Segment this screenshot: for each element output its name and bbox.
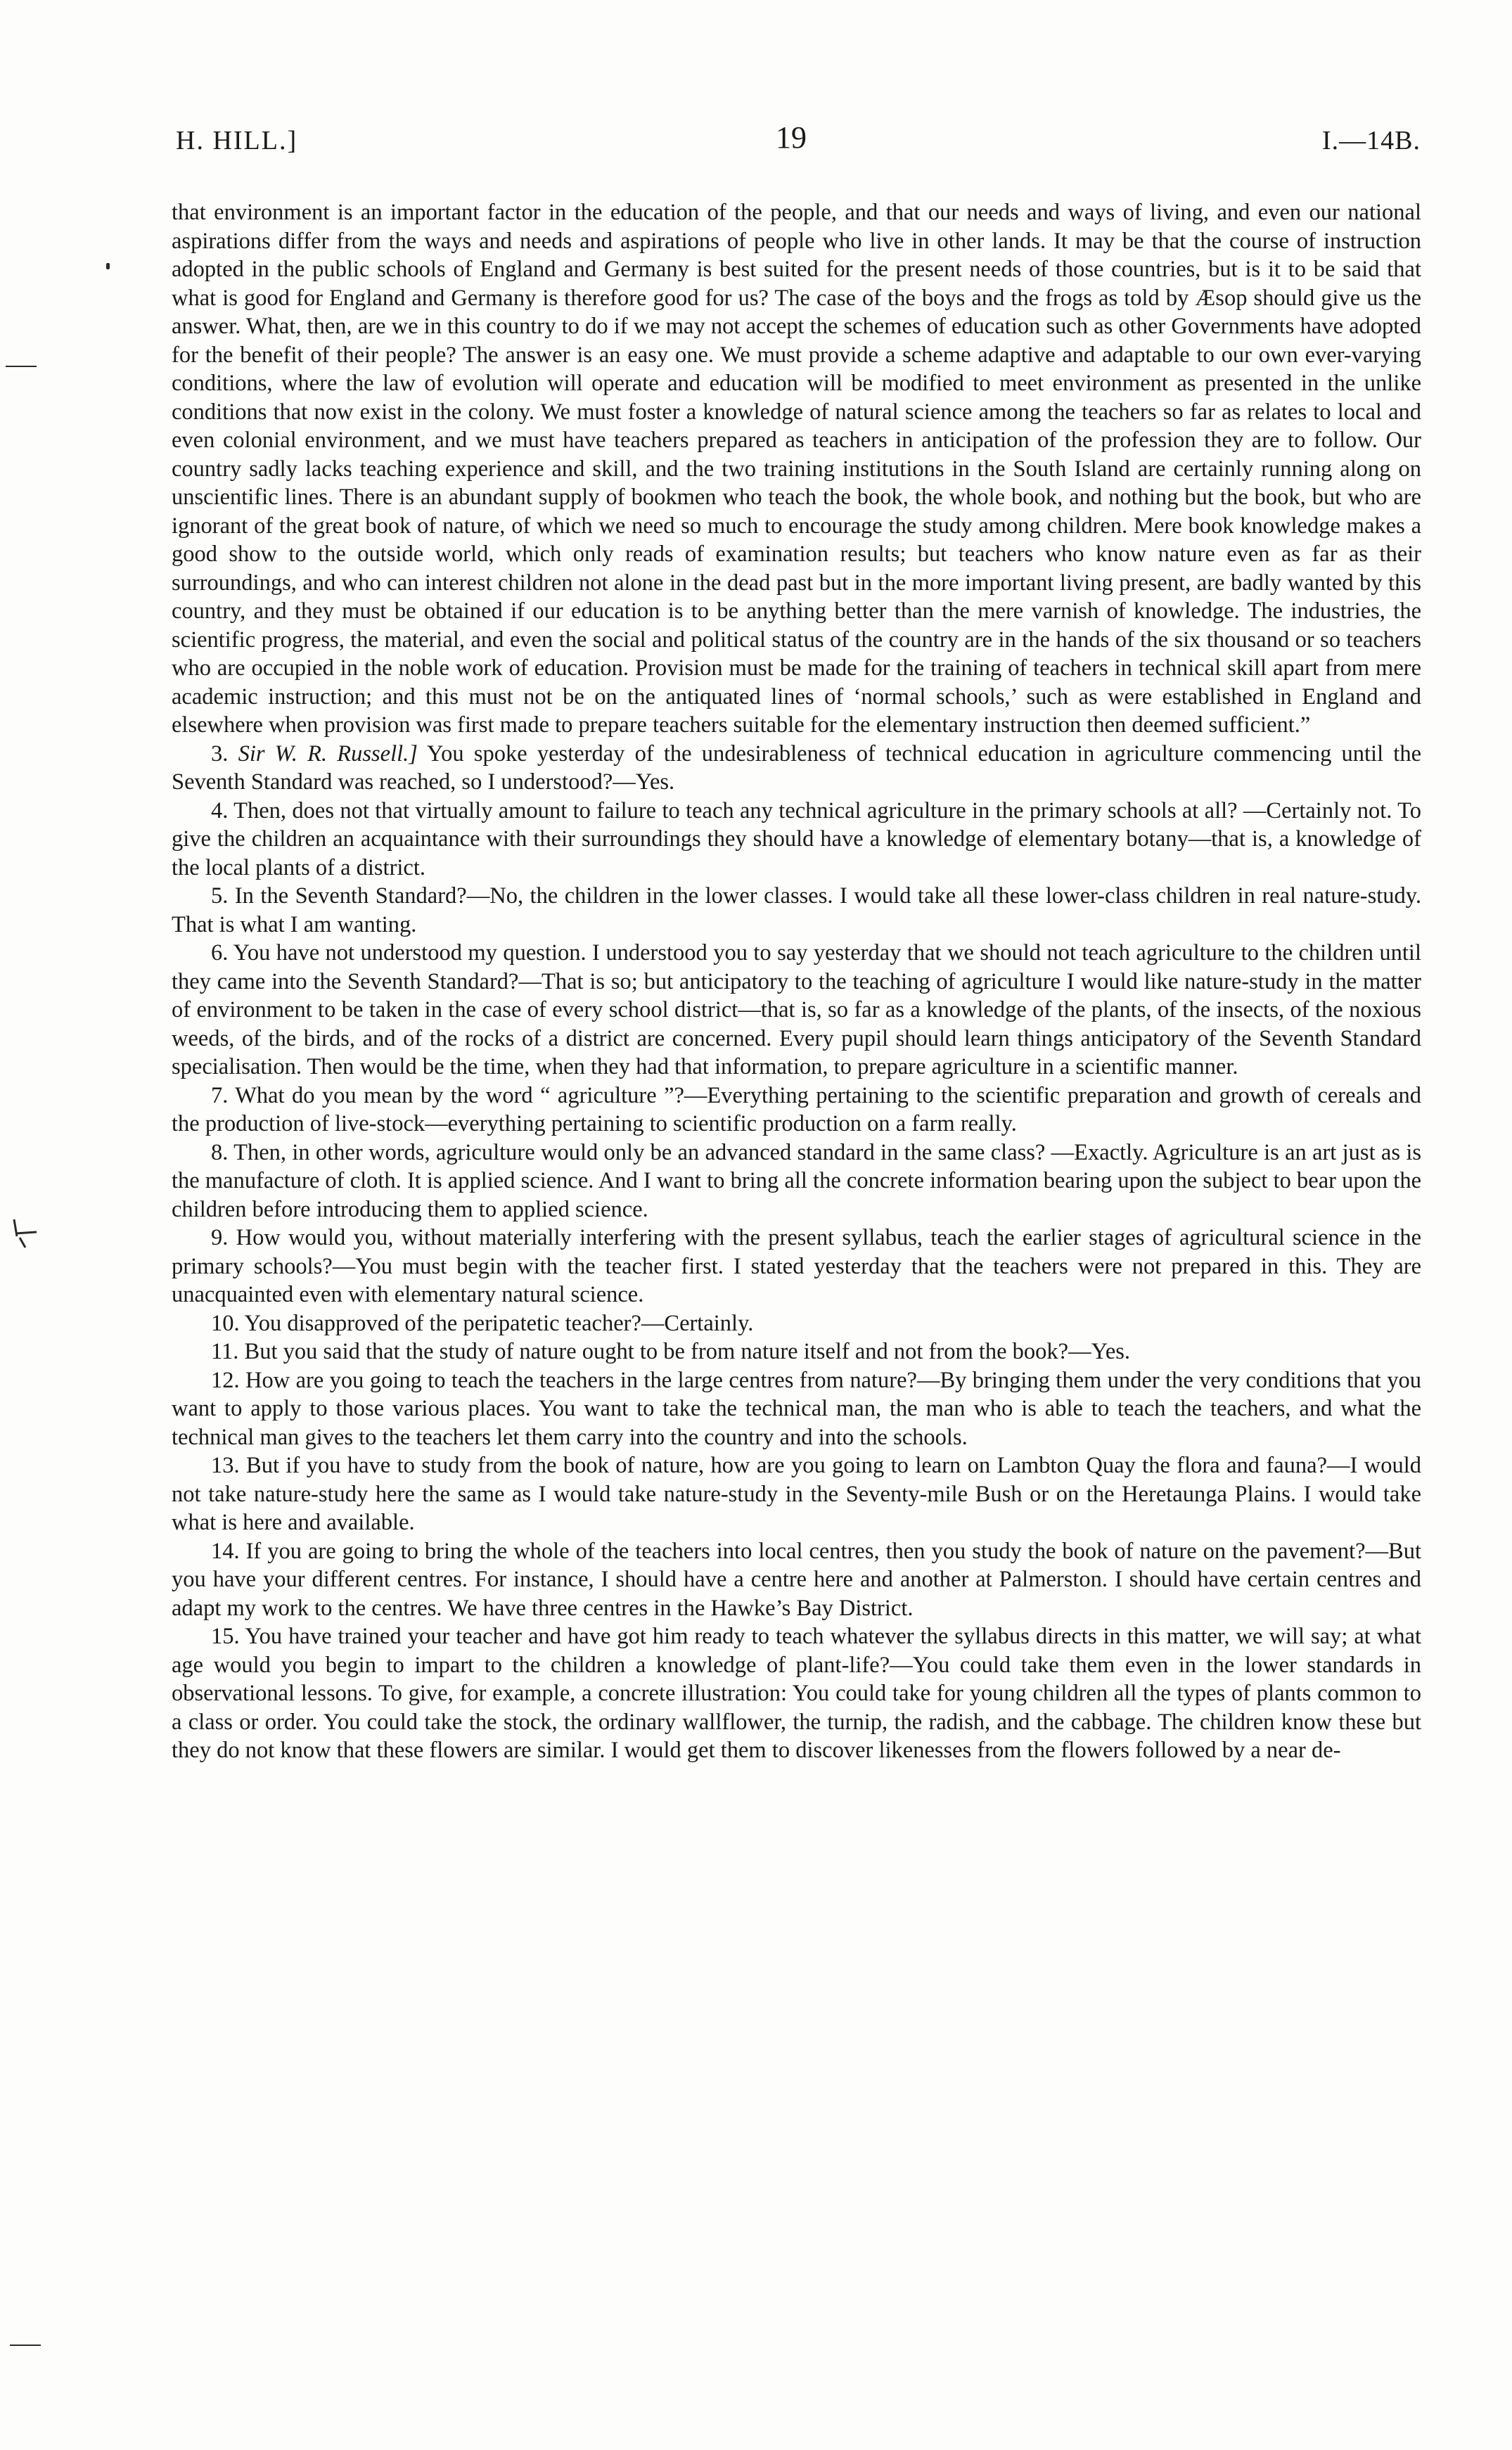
question-text: Then, does not that virtually amount to failure to teach any technical agriculture in the primary schools at all? —Certainly not. To give the children an acquaintance with their surroundings they should have a knowledge of elementary botany—that is, a knowledge of the local plants of a district. <box>172 797 1421 880</box>
question-text: You have not understood my question. I understood you to say yesterday that we should not teach agriculture to the children until they came into the Seventh Standard?—That is so; but anticipatory to the teaching of agriculture I would like nature-study in the matter of environment to be taken in the case of every school district—that is, so far as a knowledge of the plants, of the insects, of the noxious weeds, of the birds, and of the rocks of a district are concerned. Every pupil should learn things anticipatory of the Seventh Standard specialisation. Then would be the time, when they had that information, to prepare agriculture in a scientific manner. <box>172 940 1421 1079</box>
question-text: But you said that the study of nature ought to be from nature itself and not from the book?—Yes. <box>244 1339 1131 1364</box>
header-witness-name: H. HILL.] <box>176 126 298 155</box>
question-answer <box>172 939 1421 1082</box>
header-paper-reference: I.—14B. <box>1322 126 1421 155</box>
question-text: You spoke yesterday of the undesirableness of technical education in agriculture commencing until the Seventh Standard was reached, so I understood?—Yes. <box>172 740 1422 795</box>
question-text: You have trained your teacher and have got him ready to teach whatever the syllabus directs in this matter, we will say; at what age would you begin to impart to the children a knowledge of plant-life?—You could take them even in the lower standards in observational lessons. To give, for example, a concrete illustration: You could take for young children all the types of plants common to a class or order. You could take the stock, the ordinary wallflower, the turnip, the radish, and the cabbage. The children know these but they do not know that these flowers are similar. I would get them to discover likenesses from the flowers followed by a near de- <box>172 1624 1421 1763</box>
question-answer <box>172 797 1421 883</box>
question-text: How are you going to teach the teachers in the large centres from nature?—By bringing them under the very conditions that you want to apply to those various places. You want to take the technical man, the man who is able to teach the teachers, and what the technical man gives to the teachers let them carry into the country and into the schools. <box>172 1367 1422 1450</box>
margin-dot-mark <box>106 263 110 269</box>
question-answer <box>172 1082 1421 1139</box>
question-number: 6. <box>211 940 229 966</box>
question-number: 8. <box>211 1139 229 1165</box>
question-text: What do you mean by the word “ agriculture ”?—Everything pertaining to the scientific preparation and growth of cereals and the production of live-stock—everything pertaining to scientific production on a farm really. <box>172 1082 1421 1136</box>
question-answer <box>172 740 1421 797</box>
question-number: 5. <box>211 883 229 909</box>
question-number: 9. <box>211 1225 229 1250</box>
question-speaker: Sir W. R. Russell.] <box>238 740 418 767</box>
margin-dash-mark <box>6 366 37 367</box>
question-answer <box>172 1139 1421 1224</box>
question-text: Then, in other words, agriculture would only be an advanced standard in the same class? —Exactly. Agriculture is an art just as is the manufacture of cloth. It is applied science. And I want to bring all the concrete information bearing upon the subject to bear upon the children before introducing them to applied science. <box>172 1139 1421 1222</box>
question-text: How would you, without materially interfering with the present syllabus, teach the earlier stages of agricultural science in the primary schools?—You must begin with the teacher first. I stated yesterday that the teachers were not prepared in this. They are unacquainted even with elementary natural science. <box>172 1225 1422 1307</box>
question-number: 7. <box>211 1082 229 1108</box>
question-answer <box>172 1451 1421 1537</box>
margin-tick-mark <box>13 1217 41 1250</box>
question-text: You disapproved of the peripatetic teacher?—Certainly. <box>244 1310 754 1336</box>
page-number: 19 <box>776 120 807 155</box>
margin-dash-mark <box>10 2345 41 2346</box>
question-answer <box>172 1366 1421 1452</box>
question-text: In the Seventh Standard?—No, the children in the lower classes. I would take all these lower-class children in real nature-study. That is what I am wanting. <box>172 883 1422 937</box>
question-answer <box>172 1309 1421 1338</box>
page-header <box>176 120 1421 160</box>
question-text: If you are going to bring the whole of the teachers into local centres, then you study the book of nature on the pavement?—But you have your different centres. For instance, I should have a centre here and another at Palmerston. I should have certain centres and adapt my work to the centres. We have three centres in the Hawke’s Bay District. <box>172 1538 1421 1621</box>
intro-paragraph: that environment is an important factor in the education of the people, and that our needs and ways of living, and even our national aspirations differ from the ways and needs and aspirations of people who live in other lands. It may be that the course of instruction adopted in the public schools of England and Germany is best suited for the present needs of those countries, but is it to be said that what is good for England and Germany is therefore good for us? The case of the boys and the frogs as told by Æsop should give us the answer. What, then, are we in this country to do if we may not accept the schemes of education such as other Governments have adopted for the benefit of their people? The answer is an easy one. We must provide a scheme adaptive and adaptable to our own ever-varying conditions, where the law of evolution will operate and education will be modified to meet environment as presented in the unlike conditions that now exist in the colony. We must foster a knowledge of natural science among the teachers so far as relates to local and even colonial environment, and we must have teachers prepared as teachers in anticipation of the profession they are to follow. Our country sadly lacks teaching experience and skill, and the two training institutions in the South Island are certainly running along on unscientific lines. There is an abundant supply of bookmen who teach the book, the whole book, and nothing but the book, but who are ignorant of the great book of nature, of which we need so much to encourage the study among children. Mere book knowledge makes a good show to the outside world, which only reads of examination results; but teachers who know nature even as far as their surroundings, and who can interest children not alone in the dead past but in the more important living present, are badly wanted by this country, and they must be obtained if our education is to be anything better than the mere varnish of knowledge. The industries, the scientific progress, the material, and even the social and political status of the country are in the hands of the six thousand or so teachers who are occupied in the noble work of education. Provision must be made for the training of teachers in technical skill apart from mere academic instruction; and this must not be on the antiquated lines of ‘normal schools,’ such as were established in England and elsewhere when provision was first made to prepare teachers suitable for the elementary instruction then deemed sufficient.” <box>172 200 1421 738</box>
question-text: But if you have to study from the book of nature, how are you going to learn on Lambton Quay the flora and fauna?—I would not take nature-study here the same as I would take nature-study in the Seventy-mile Bush or on the Heretaunga Plains. I would take what is here and available. <box>172 1453 1421 1535</box>
question-number: 13. <box>211 1453 240 1478</box>
question-answer <box>172 1224 1421 1309</box>
question-answer <box>172 882 1421 939</box>
question-number: 4. <box>211 797 229 823</box>
document-body <box>172 198 1421 1765</box>
question-number: 3. <box>211 740 229 767</box>
question-answer <box>172 1537 1421 1623</box>
question-answer <box>172 1338 1421 1366</box>
question-number: 14. <box>211 1538 240 1564</box>
question-number: 10. <box>211 1310 240 1336</box>
question-number: 12. <box>211 1367 240 1393</box>
question-number: 15. <box>211 1624 240 1649</box>
question-answer <box>172 1622 1421 1765</box>
question-number: 11. <box>211 1339 239 1364</box>
